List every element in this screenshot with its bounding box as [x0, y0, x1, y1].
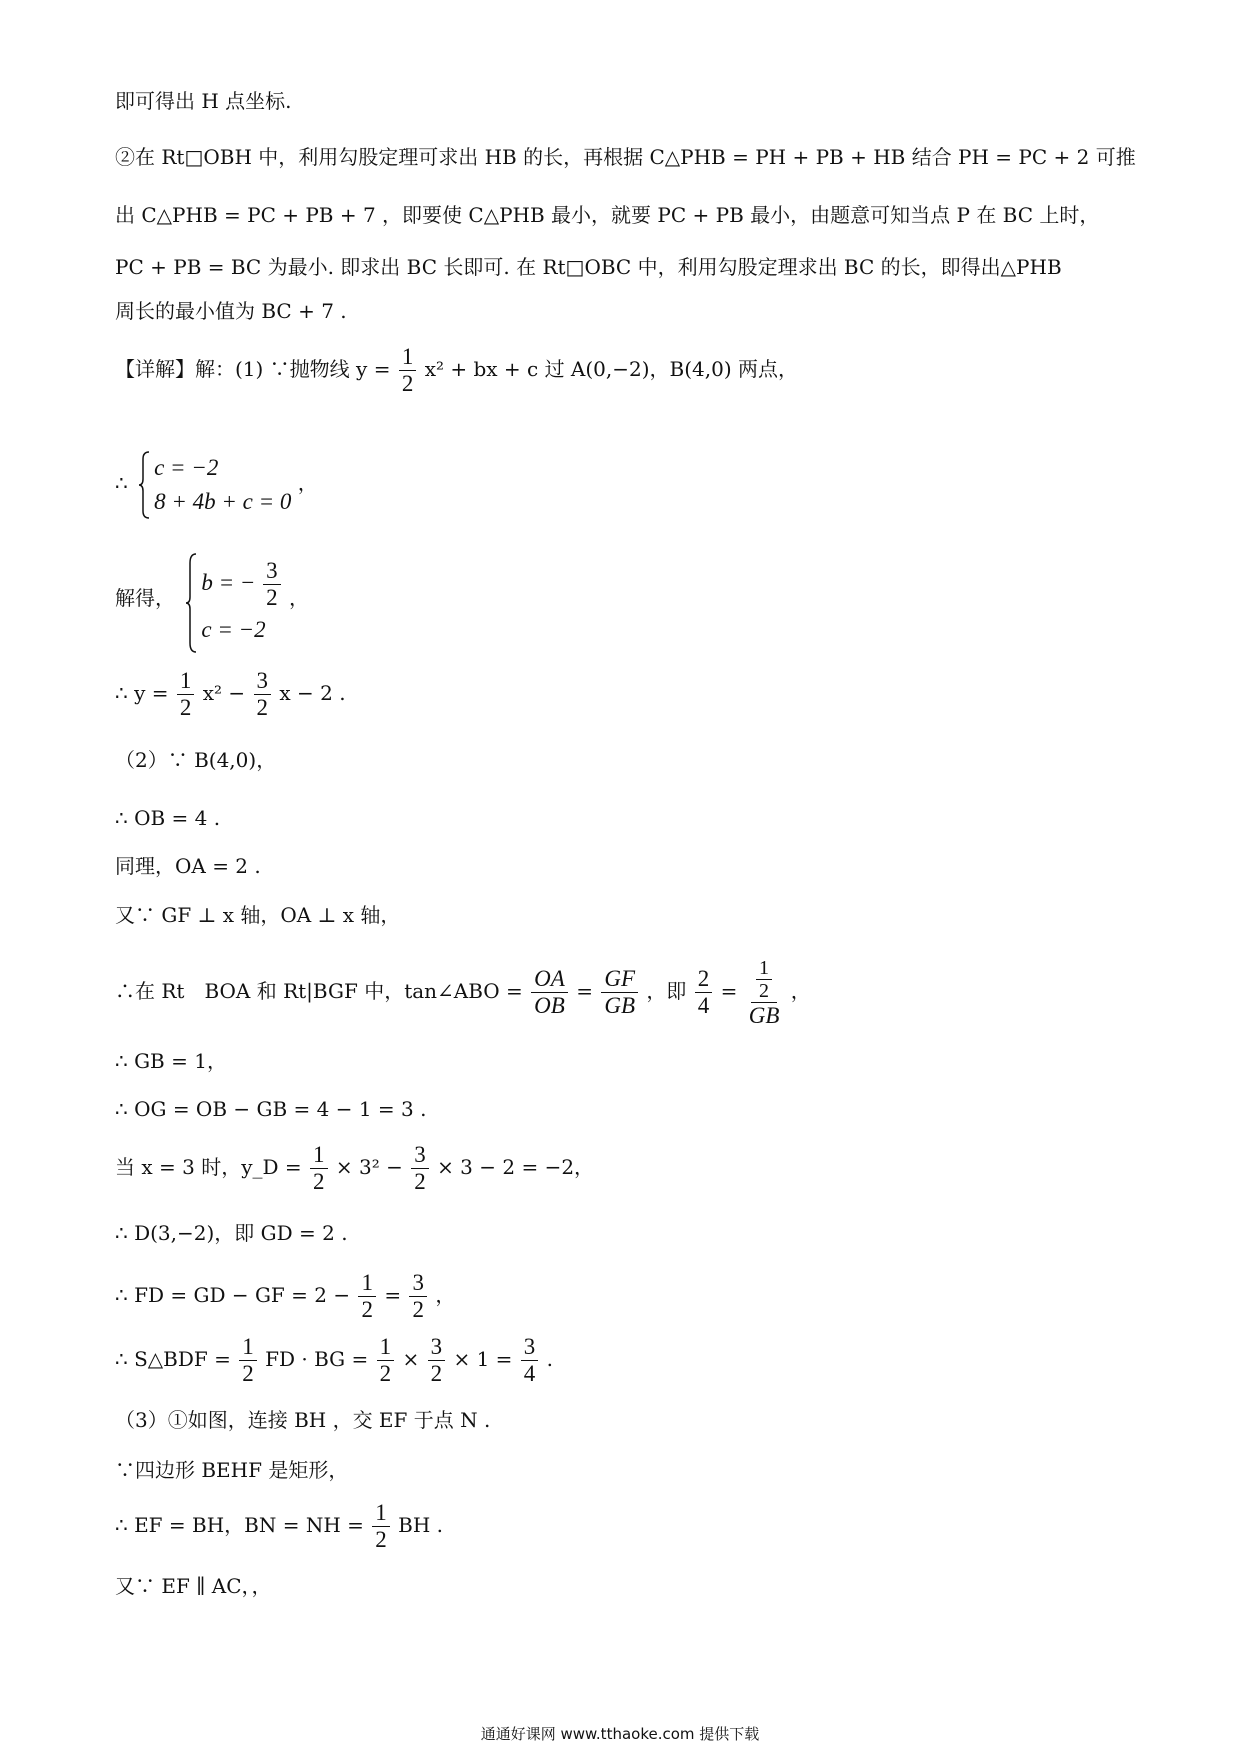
fraction — [399, 344, 417, 397]
line-text: × 3² − — [335, 1155, 403, 1179]
line-text: = — [576, 979, 593, 1003]
line-text: ∴ S△BDF = — [115, 1347, 231, 1371]
text-line-8 — [115, 548, 1160, 648]
fraction — [428, 1334, 446, 1387]
line-text: x² + bx + c 过 A(0,−2)，B(4,0) 两点， — [424, 357, 799, 381]
fraction-numerator: 3 — [411, 1142, 429, 1169]
line-text: ， — [289, 586, 310, 610]
fraction — [756, 957, 772, 1002]
line-text: ， — [435, 1283, 456, 1307]
line-text: ∴ EF = BH，BN = NH = — [115, 1513, 364, 1537]
fraction-numerator: 3 — [521, 1334, 539, 1361]
text-line-15 — [115, 1046, 1160, 1076]
fraction — [263, 558, 281, 611]
text-line-1 — [115, 86, 1160, 116]
fraction-denominator: 4 — [523, 1361, 536, 1386]
line-text: 周长的最小值为 BC + 7 . — [115, 299, 347, 323]
fraction — [310, 1142, 328, 1195]
fraction-numerator: 1 — [377, 1334, 395, 1361]
line-text: ∴ FD = GD − GF = 2 − — [115, 1283, 351, 1307]
line-text: （3）①如图，连接 BH ，交 EF 于点 N . — [115, 1408, 491, 1432]
fraction-numerator: 1 — [358, 1270, 376, 1297]
line-text: BH . — [398, 1513, 443, 1537]
line-text: ∴在 Rt BOA 和 Rt|BGF 中，tan∠ABO = — [115, 979, 523, 1003]
fraction — [254, 668, 272, 721]
fraction-denominator: 2 — [401, 371, 414, 396]
text-line-10 — [115, 745, 1160, 775]
line-text: ∴ — [115, 471, 128, 495]
text-line-21 — [115, 1405, 1160, 1435]
equation-row: 8 + 4b + c = 0 — [154, 488, 292, 514]
text-line-3 — [115, 200, 1160, 230]
line-text: FD · BG = — [265, 1347, 369, 1371]
line-text: ∴ OB = 4 . — [115, 806, 221, 830]
fraction-numerator: 1 — [239, 1334, 257, 1361]
fraction-denominator: 2 — [361, 1297, 373, 1322]
fraction — [358, 1270, 376, 1323]
equation-row — [201, 553, 282, 613]
fraction-denominator: 4 — [697, 993, 710, 1018]
text-line-20 — [115, 1330, 1160, 1388]
line-text: . — [546, 1347, 554, 1371]
fraction — [411, 1142, 429, 1195]
fraction-denominator: 2 — [256, 695, 268, 720]
text-line-24 — [115, 1571, 1160, 1601]
fraction-denominator: GB — [748, 1002, 780, 1028]
fraction-numerator: 3 — [409, 1270, 427, 1297]
fraction-numerator: 2 — [695, 966, 713, 993]
fraction-denominator: 2 — [430, 1361, 443, 1386]
fraction-denominator: 2 — [266, 584, 278, 610]
fraction-numerator: 1 — [177, 668, 195, 695]
text-line-6 — [115, 340, 1160, 398]
line-text: = — [384, 1283, 402, 1307]
fraction — [372, 1500, 390, 1553]
text-line-4 — [115, 252, 1160, 282]
line-text: ∴ D(3,−2)，即 GD = 2 . — [115, 1221, 348, 1245]
fraction-denominator: OB — [534, 993, 565, 1018]
fraction-numerator: 3 — [263, 558, 281, 585]
line-text: 出 C△PHB = PC + PB + 7 ，即要使 C△PHB 最小，就要 PC + PB 最小，由题意可知当点 P 在 BC 上时， — [115, 203, 1100, 227]
text-line-12 — [115, 851, 1160, 881]
fraction-numerator: 1 — [756, 957, 772, 980]
text-line-5 — [115, 296, 1160, 326]
line-text: 又∵ EF ∥ AC，， — [115, 1574, 272, 1598]
line-text: × 3 − 2 = −2， — [437, 1155, 595, 1179]
line-text: x − 2 . — [279, 681, 346, 705]
fraction-denominator: 2 — [379, 1361, 392, 1386]
line-text: = — [720, 979, 738, 1003]
nested-fraction — [746, 957, 783, 1029]
fraction-numerator: GF — [601, 966, 638, 993]
text-line-18 — [115, 1218, 1160, 1248]
text-line-14 — [115, 946, 1160, 1036]
fraction-denominator: 2 — [412, 1297, 424, 1322]
line-text: x² − — [202, 681, 246, 705]
line-text: ，即 — [646, 979, 687, 1003]
equation-row: c = −2 — [201, 616, 266, 642]
line-text: ∵四边形 BEHF 是矩形， — [115, 1458, 349, 1482]
fraction — [601, 966, 638, 1019]
fraction-denominator: 2 — [242, 1361, 254, 1386]
fraction — [695, 966, 713, 1019]
line-text: b = − — [201, 569, 256, 595]
fraction — [521, 1334, 539, 1387]
fraction — [177, 668, 195, 721]
text-line-13 — [115, 900, 1160, 930]
text-line-11 — [115, 803, 1160, 833]
text-line-2 — [115, 142, 1160, 172]
equation-row: c = −2 — [154, 454, 219, 480]
fraction-numerator: 1 — [310, 1142, 328, 1169]
fraction — [531, 966, 568, 1019]
equation-system — [185, 553, 282, 647]
fraction-denominator: 2 — [414, 1169, 426, 1194]
fraction-numerator: 3 — [428, 1334, 446, 1361]
line-text: ， — [790, 979, 811, 1003]
line-text: ∴ OG = OB − GB = 4 − 1 = 3 . — [115, 1097, 427, 1121]
fraction-numerator: 3 — [254, 668, 272, 695]
fraction-denominator: 2 — [759, 979, 770, 1002]
fraction — [239, 1334, 257, 1387]
line-text: 解得， — [115, 586, 175, 610]
line-text: 同理，OA = 2 . — [115, 854, 261, 878]
line-text: 即可得出 H 点坐标. — [115, 89, 292, 113]
fraction-denominator: 2 — [313, 1169, 325, 1194]
fraction-numerator: 1 — [399, 344, 417, 371]
fraction-numerator: OA — [531, 966, 568, 993]
text-line-7 — [115, 448, 1160, 519]
line-text: 又∵ GF ⊥ x 轴，OA ⊥ x 轴， — [115, 903, 401, 927]
line-text: ∴ y = — [115, 681, 169, 705]
line-text: × — [402, 1347, 420, 1371]
fraction-denominator: 2 — [375, 1527, 387, 1552]
text-line-23 — [115, 1496, 1160, 1554]
left-brace-icon — [185, 553, 197, 653]
text-line-19 — [115, 1266, 1160, 1324]
text-line-22 — [115, 1455, 1160, 1485]
fraction-numerator — [751, 957, 777, 1003]
equation-system — [138, 451, 291, 519]
line-text: PC + PB = BC 为最小. 即求出 BC 长即可. 在 Rt□OBC 中，利用勾股定理求出 BC 的长，即得出△PHB — [115, 255, 1062, 279]
left-brace-icon — [138, 451, 150, 519]
fraction — [409, 1270, 427, 1323]
line-text: ， — [297, 471, 318, 495]
line-text: ∴ GB = 1， — [115, 1049, 227, 1073]
fraction-denominator: GB — [604, 993, 635, 1018]
fraction-denominator: 2 — [179, 695, 192, 720]
line-text: 【详解】解：(1) ∵抛物线 y = — [115, 357, 391, 381]
text-line-9 — [115, 664, 1160, 722]
line-text: × 1 = — [453, 1347, 513, 1371]
line-text: （2）∵ B(4,0)， — [115, 748, 277, 772]
fraction-numerator: 1 — [372, 1500, 390, 1527]
fraction — [377, 1334, 395, 1387]
line-text: 当 x = 3 时，y_D = — [115, 1155, 302, 1179]
line-text: ②在 Rt□OBH 中，利用勾股定理可求出 HB 的长，再根据 C△PHB = PH + PB + HB 结合 PH = PC + 2 可推 — [115, 145, 1136, 169]
text-line-17 — [115, 1138, 1160, 1196]
text-line-16 — [115, 1094, 1160, 1124]
page-footer: 通通好课网 www.tthaoke.com 提供下载 — [480, 1725, 760, 1743]
